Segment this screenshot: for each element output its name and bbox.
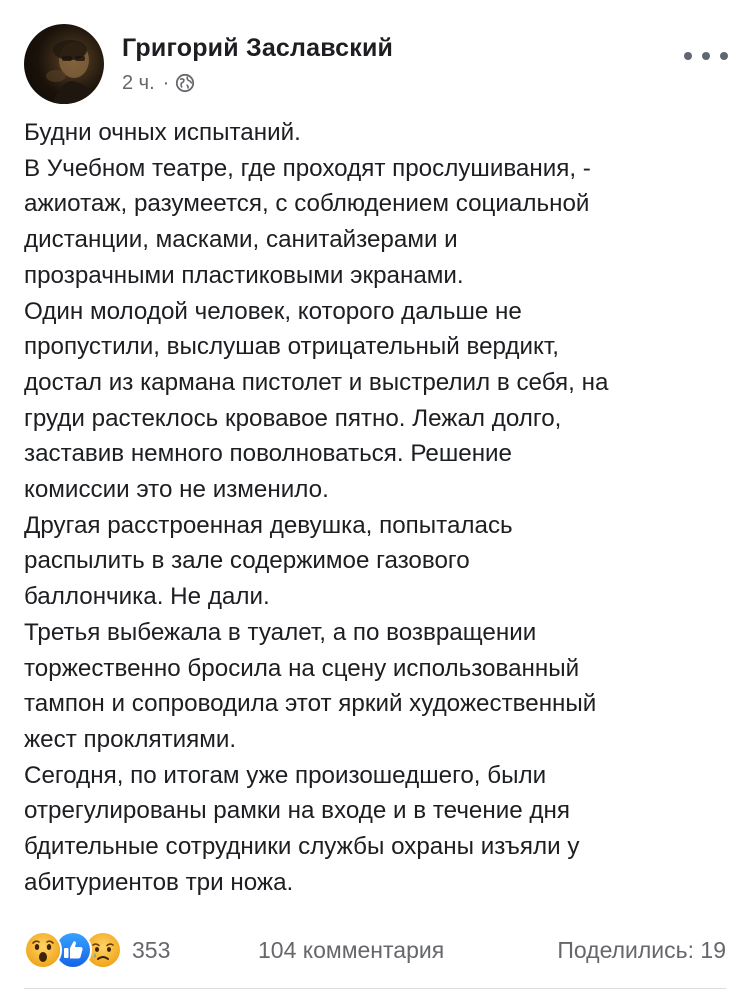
post-text-line: достал из кармана пистолет и выстрелил в себя, на — [24, 368, 609, 396]
reactions-count: 353 — [132, 936, 171, 963]
reactions-summary[interactable] — [24, 932, 170, 968]
more-horizontal-icon — [684, 52, 692, 60]
author-avatar[interactable] — [24, 24, 104, 104]
post-text-line: распылить в зале содержимое газового — [24, 547, 470, 575]
post-timestamp[interactable]: 2 ч. — [122, 71, 155, 94]
post-text — [24, 115, 734, 900]
post-text-line: заставив немного поволноваться. Решение — [24, 440, 513, 468]
meta-separator: · — [162, 71, 170, 94]
post-text-line: Третья выбежала в туалет, а по возвращении — [24, 618, 537, 646]
post-text-line: ажиотаж, разумеется, с соблюдением социальной — [24, 190, 590, 218]
post-text-line: абитуриентов три ножа. — [24, 868, 294, 896]
post-text-line: комиссии это не изменило. — [24, 476, 329, 504]
post-text-line: баллончика. Не дали. — [24, 583, 270, 611]
shares-count-link[interactable]: Поделились: 19 — [557, 937, 726, 963]
post-text-line: Будни очных испытаний. — [24, 119, 301, 146]
avatar-portrait-icon — [24, 24, 104, 104]
post-text-line: прозрачными пластиковыми экранами. — [24, 261, 464, 289]
post-text-line: пропустили, выслушав отрицательный вердикт, — [24, 333, 560, 361]
post-text-line: торжественно бросила на сцену использованный — [24, 654, 580, 682]
post-meta — [122, 70, 195, 96]
author-name[interactable]: Григорий Заславский — [122, 34, 394, 62]
post-text-line: Другая расстроенная девушка, попыталась — [24, 511, 513, 539]
post-text-line: бдительные сотрудники службы охраны изъяли у — [24, 833, 580, 861]
more-horizontal-icon — [702, 52, 710, 60]
post-text-line: Один молодой человек, которого дальше не — [24, 297, 522, 325]
post-text-line: жест проклятиями. — [24, 725, 237, 753]
post-text-line: груди растеклось кровавое пятно. Лежал долго, — [24, 404, 562, 432]
post-header — [24, 24, 734, 108]
post-footer — [24, 928, 726, 972]
globe-icon — [175, 73, 195, 93]
comments-count-link[interactable]: 104 комментария — [258, 937, 445, 963]
post-text-line: Сегодня, по итогам уже произошедшего, были — [24, 761, 547, 789]
wow-reaction-icon — [24, 931, 62, 969]
footer-divider — [24, 988, 726, 989]
post-text-line: отрегулированы рамки на входе и в течение дня — [24, 797, 570, 825]
post-text-line: дистанции, масками, санитайзерами и — [24, 226, 458, 254]
post-text-line: тампон и сопроводила этот яркий художественный — [24, 690, 597, 718]
more-options-button[interactable] — [684, 44, 728, 68]
more-horizontal-icon — [720, 52, 728, 60]
post-text-line: В Учебном театре, где проходят прослушивания, - — [24, 154, 591, 182]
